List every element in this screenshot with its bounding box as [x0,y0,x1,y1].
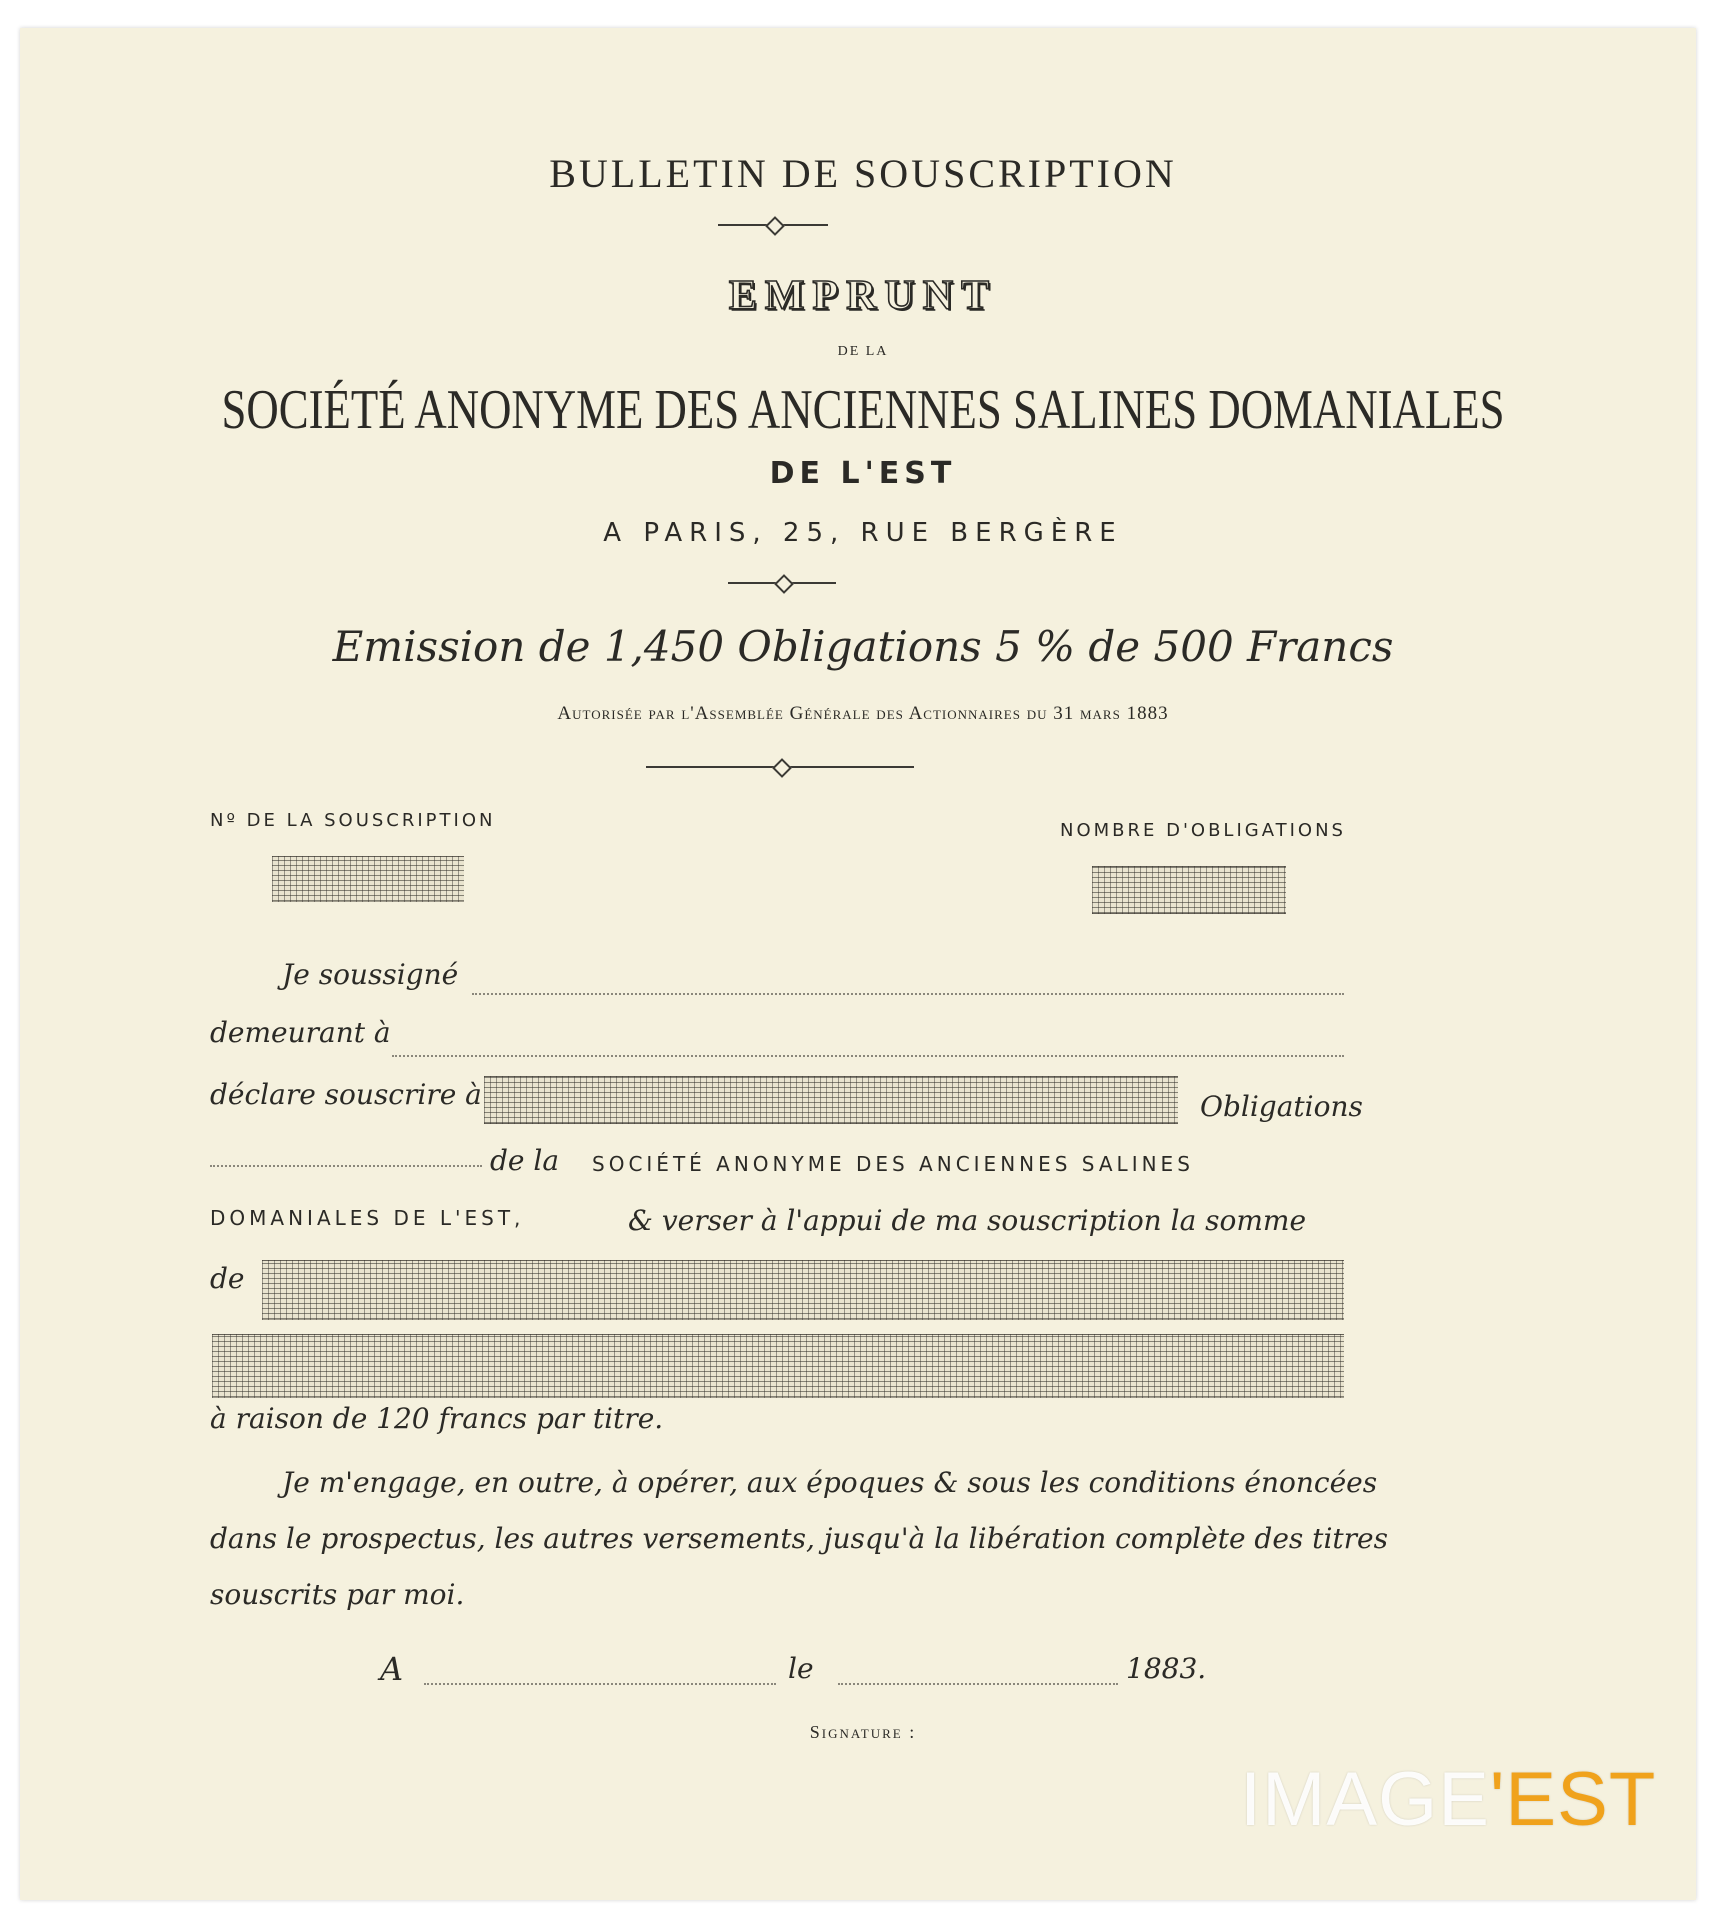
de-lest-text: DE L'EST [769,456,957,491]
date-label: le [788,1652,814,1685]
societe-line: SOCIÉTÉ ANONYME DES ANCIENNES SALINES [592,1152,1194,1176]
verser-text: & verser à l'appui de ma souscription la somme [628,1204,1307,1237]
image-est-watermark [1240,1756,1656,1843]
divider-ornament-middle [728,582,836,584]
engagement-line-1: Je m'engage, en outre, à opérer, aux époques & sous les conditions énoncées [282,1466,1378,1499]
divider-ornament-top [718,224,828,226]
leading-dotted-line [210,1164,482,1167]
authorization-line: Autorisée par l'Assemblée Générale des Actionnaires du 31 mars 1883 [557,703,1169,724]
declare-label: déclare souscrire à [210,1078,482,1111]
emprunt-heading: EMPRUNT [728,273,998,319]
place-field[interactable] [424,1682,776,1685]
subscription-number-field[interactable] [272,856,464,902]
watermark-est-text: 'EST [1489,1757,1657,1842]
domaniales-text: DOMANIALES DE L'EST, [210,1206,525,1230]
de-la-text: DE LA [837,344,889,359]
subscription-number-label: Nº DE LA SOUSCRIPTION [210,810,496,831]
signature-label: Signature : [809,1722,917,1742]
obligations-count-label: NOMBRE D'OBLIGATIONS [1059,820,1346,841]
obligations-count-field[interactable] [1092,866,1286,914]
obligations-word: Obligations [1200,1090,1363,1123]
year-text: 1883. [1126,1652,1207,1685]
engagement-line-2: dans le prospectus, les autres versements, jusqu'à la libération complète des titres [210,1522,1388,1555]
divider-ornament-bottom [646,766,914,768]
demeurant-label: demeurant à [210,1016,391,1049]
amount-field-line-1[interactable] [262,1260,1344,1320]
de-la-prefix: de la [490,1144,560,1177]
je-soussigne-label: Je soussigné [282,958,459,991]
watermark-image-text: IMAGE [1240,1757,1490,1842]
obligations-quantity-field[interactable] [484,1076,1178,1124]
name-field[interactable] [472,992,1344,995]
de-amount-label: de [210,1262,245,1295]
document-title: BULLETIN DE SOUSCRIPTION [549,151,1177,196]
place-label: A [380,1650,404,1688]
address-field[interactable] [392,1054,1344,1057]
engagement-line-3: souscrits par moi. [210,1578,465,1611]
company-name: SOCIÉTÉ ANONYME DES ANCIENNES SALINES DOMANIALES [221,379,1505,441]
emission-line: Emission de 1,450 Obligations 5 % de 500 Francs [332,622,1394,671]
address-text: A PARIS, 25, RUE BERGÈRE [603,518,1123,548]
rate-text: à raison de 120 francs par titre. [210,1402,664,1435]
amount-field-line-2[interactable] [212,1334,1344,1398]
date-field[interactable] [838,1682,1118,1685]
